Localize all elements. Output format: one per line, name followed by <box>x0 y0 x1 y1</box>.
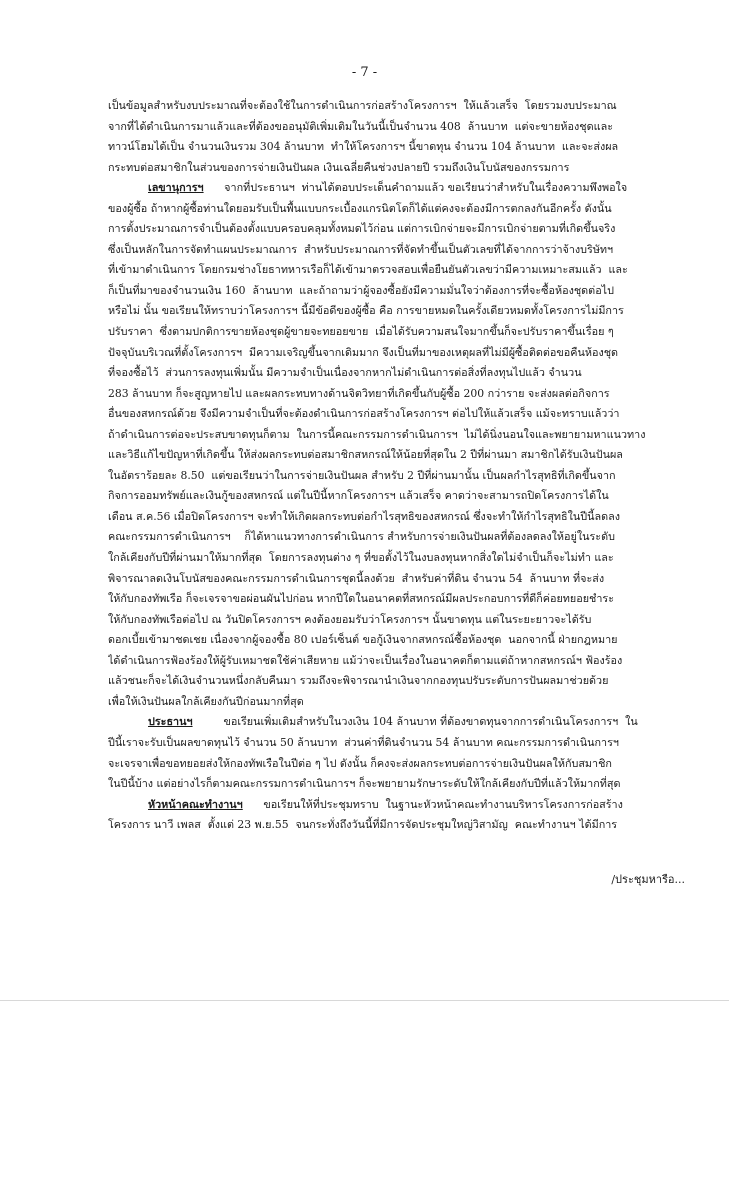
paragraph-first-line <box>108 178 686 199</box>
page-number: - 7 - <box>351 65 378 80</box>
text-line: ให้กับกองทัพเรือ ก็จะเจรจาขอผ่อนผันไปก่อน หากปีใดในอนาคตที่สหกรณ์มีผลประกอบการที่ดีก็ค่อยทยอยชำระ <box>108 592 615 606</box>
first-line-text: จากที่ประธานฯ ท่านได้ตอบประเด็นคำถามแล้ว ขอเรียนว่าสำหรับในเรื่องความพึงพอใจ <box>203 181 628 195</box>
text-line: ที่จองซื้อไว้ ส่วนการลงทุนเพิ่มนั้น มีความจำเป็นเนื่องจากหากไม่ดำเนินการต่อสิ่งที่ลงทุนไปแล้ว จำนวน <box>108 366 582 380</box>
text-line: และวิธีแก้ไขปัญหาที่เกิดขึ้น ให้ส่งผลกระทบต่อสมาชิกสหกรณ์ให้น้อยที่สุดใน 2 ปีที่ผ่านมา สมาชิกได้รับเงินปันผล <box>108 448 623 462</box>
text-line: กระทบต่อสมาชิกในส่วนของการจ่ายเงินปันผล เงินเฉลี่ยคืนช่วงปลายปี รวมถึงเงินโบนัสของกรรมการ <box>108 160 570 174</box>
speaker-label: เลขานุการฯ <box>148 181 204 195</box>
text-line: พิจารณาลดเงินโบนัสของคณะกรรมการดำเนินการชุดนี้ลงด้วย สำหรับค่าที่ดิน จำนวน 54 ล้านบาท ที่จะส่ง <box>108 571 605 585</box>
text-line: ในปีนี้บ้าง แต่อย่างไรก็ตามคณะกรรมการดำเนินการฯ ก็จะพยายามรักษาระดับให้ใกล้เคียงกับปีที่แล้วให้มากที่สุด <box>108 777 621 791</box>
text-line: ให้กับกองทัพเรือต่อไป ณ วันปิดโครงการฯ คงต้องยอมรับว่าโครงการฯ นั้นขาดทุน แต่ในระยะยาวจะได้รับ <box>108 612 592 626</box>
page-bottom-divider <box>0 1000 729 1001</box>
text-line: ได้ดำเนินการฟ้องร้องให้ผู้รับเหมาชดใช้ค่าเสียหาย แม้ว่าจะเป็นเรื่องในอนาคตก็ตามแต่ถ้าหากสหกรณ์ฯ ฟ้องร้อง <box>108 653 623 667</box>
speaker-label: ประธานฯ <box>148 715 193 729</box>
text-line: ปัจจุบันบริเวณที่ตั้งโครงการฯ มีความเจริญขึ้นจากเดิมมาก จึงเป็นที่มาของเหตุผลที่ไม่มีผู้ซื้อติดต่อขอคืนห้องชุด <box>108 345 619 359</box>
first-line-text: ขอเรียนให้ที่ประชุมทราบ ในฐานะหัวหน้าคณะทำงานบริหารโครงการก่อสร้าง <box>242 797 623 811</box>
paragraph-working-group-head <box>108 795 686 836</box>
text-line: ซึ่งเป็นหลักในการจัดทำแผนประมาณการ สำหรับประมาณการที่จัดทำขึ้นเป็นตัวเลขที่ได้จากการว่าจ้างบริษัทฯ <box>108 242 614 256</box>
text-line: จะเจรจาเพื่อขอทยอยส่งให้กองทัพเรือในปีต่อ ๆ ไป ดังนั้น ก็คงจะส่งผลกระทบต่อการจ่ายเงินปันผลให้กับสมาชิก <box>108 756 612 770</box>
paragraph-first-line <box>108 795 686 816</box>
text-line: เดือน ส.ค.56 เมื่อปิดโครงการฯ จะทำให้เกิดผลกระทบต่อกำไรสุทธิของสหกรณ์ ซึ่งจะทำให้กำไรสุทธิในปีนี้ลดลง <box>108 509 621 523</box>
first-line-text: ขอเรียนเพิ่มเติมสำหรับในวงเงิน 104 ล้านบาท ที่ต้องขาดทุนจากการดำเนินโครงการฯ ใน <box>192 715 638 729</box>
text-line: จากที่ได้ดำเนินการมาแล้วและที่ต้องขออนุมัติเพิ่มเติมในวันนี้เป็นจำนวน 408 ล้านบาท แต่จะขายห้องชุดและ <box>108 119 614 133</box>
paragraph-first-line <box>108 712 686 733</box>
text-line: ดอกเบี้ยเข้ามาชดเชย เนื่องจากผู้จองซื้อ 80 เปอร์เซ็นต์ ขอกู้เงินจากสหกรณ์ซื้อห้องชุด นอกจากนี้ ฝ่ายกฎหมาย <box>108 633 618 647</box>
text-line: ปรับราคา ซึ่งตามปกติการขายห้องชุดผู้ขายจะทยอยขาย เมื่อได้รับความสนใจมากขึ้นก็จะปรับราคาขึ้นเรื่อย ๆ <box>108 325 614 339</box>
text-line: ทาวน์โฮมได้เป็น จำนวนเงินรวม 304 ล้านบาท ทำให้โครงการฯ นี้ขาดทุน จำนวน 104 ล้านบาท และจะส่งผล <box>108 140 619 154</box>
speaker-label: หัวหน้าคณะทำงานฯ <box>148 797 243 811</box>
text-line: 283 ล้านบาท ก็จะสูญหายไป และผลกระทบทางด้านจิตวิทยาที่เกิดขึ้นกับผู้ซื้อ 200 กว่าราย จะส่งผลต่อกิจการ <box>108 386 610 400</box>
text-line: คณะกรรมการดำเนินการฯ ก็ได้หาแนวทางการดำเนินการ สำหรับการจ่ายเงินปันผลที่ต้องลดลงให้อยู่ในระดับ <box>108 530 615 544</box>
text-line: โครงการ นาวี เพลส ตั้งแต่ 23 พ.ย.55 จนกระทั่งถึงวันนี้ที่มีการจัดประชุมใหญ่วิสามัญ คณะทำงานฯ ได้มีการ <box>108 818 618 832</box>
text-line: ที่เข้ามาดำเนินการ โดยกรมช่างโยธาทหารเรือก็ได้เข้ามาตรวจสอบเพื่อยืนยันตัวเลขว่ามีความเหมาะสมแล้ว และ <box>108 263 628 277</box>
paragraph-chairman <box>108 712 686 794</box>
text-line: เป็นข้อมูลสำหรับงบประมาณที่จะต้องใช้ในการดำเนินการก่อสร้างโครงการฯ ให้แล้วเสร็จ โดยรวมงบประมาณ <box>108 99 617 112</box>
text-line: ของผู้ซื้อ ถ้าหากผู้ซื้อท่านใดยอมรับเป็นพื้นแบบกระเบื้องแกรนิตโตก็ได้แต่คงจะต้องมีการตกลงกันอีกครั้ง ดังนั้น <box>108 201 612 215</box>
text-line: ถ้าดำเนินการต่อจะประสบขาดทุนก็ตาม ในการนี้คณะกรรมการดำเนินการฯ ไม่ได้นิ่งนอนใจและพยายามหาแนวทาง <box>108 427 646 441</box>
text-line: อื่นของสหกรณ์ด้วย จึงมีความจำเป็นที่จะต้องดำเนินการก่อสร้างโครงการฯ ต่อไปให้แล้วเสร็จ แม้จะทราบแล้วว่า <box>108 407 620 421</box>
text-line: เพื่อให้เงินปันผลใกล้เคียงกันปีก่อนมากที่สุด <box>108 694 304 708</box>
paragraph-secretary <box>108 178 686 712</box>
text-line: การตั้งประมาณการจำเป็นต้องตั้งแบบครอบคลุมทั้งหมดไว้ก่อน แต่การเบิกจ่ายจะมีการเบิกจ่ายตามที่เกิดขึ้นจริง <box>108 222 616 236</box>
text-line: แล้วชนะก็จะได้เงินจำนวนหนึ่งกลับคืนมา รวมถึงจะพิจารณานำเงินจากกองทุนปรับระดับการปันผลมาช่วยด้วย <box>108 674 609 688</box>
text-line: หรือไม่ นั้น ขอเรียนให้ทราบว่าโครงการฯ นี้มีข้อดีของผู้ซื้อ คือ การขายหมดในครั้งเดียวหมดทั้งโครงการไม่มีการ <box>108 304 624 318</box>
paragraph-intro <box>108 96 686 178</box>
text-line: กิจการออมทรัพย์และเงินกู้ของสหกรณ์ แต่ในปีนี้หากโครงการฯ แล้วเสร็จ คาดว่าจะสามารถปิดโครงการได้ใน <box>108 489 609 503</box>
text-line: ในอัตราร้อยละ 8.50 แต่ขอเรียนว่าในการจ่ายเงินปันผล สำหรับ 2 ปีที่ผ่านมานั้น เป็นผลกำไรสุทธิที่เกิดขึ้นจาก <box>108 468 616 482</box>
document-body <box>108 96 686 836</box>
text-line: ปีนี้เราจะรับเป็นผลขาดทุนไว้ จำนวน 50 ล้านบาท ส่วนค่าที่ดินจำนวน 54 ล้านบาท คณะกรรมการดำเนินการฯ <box>108 735 619 749</box>
text-line: ก็เป็นที่มาของจำนวนเงิน 160 ล้านบาท และถ้าถามว่าผู้จองซื้อยังมีความมั่นใจว่าต้องการที่จะซื้อห้องชุดต่อไป <box>108 283 614 297</box>
text-line: ใกล้เคียงกับปีที่ผ่านมาให้มากที่สุด โดยการลงทุนต่าง ๆ ที่ขอตั้งไว้ในงบลงทุนหากสิ่งใดไม่จำเป็นก็จะไม่ทำ และ <box>108 551 614 565</box>
continued-marker: /ประชุมหารือ... <box>611 873 685 886</box>
